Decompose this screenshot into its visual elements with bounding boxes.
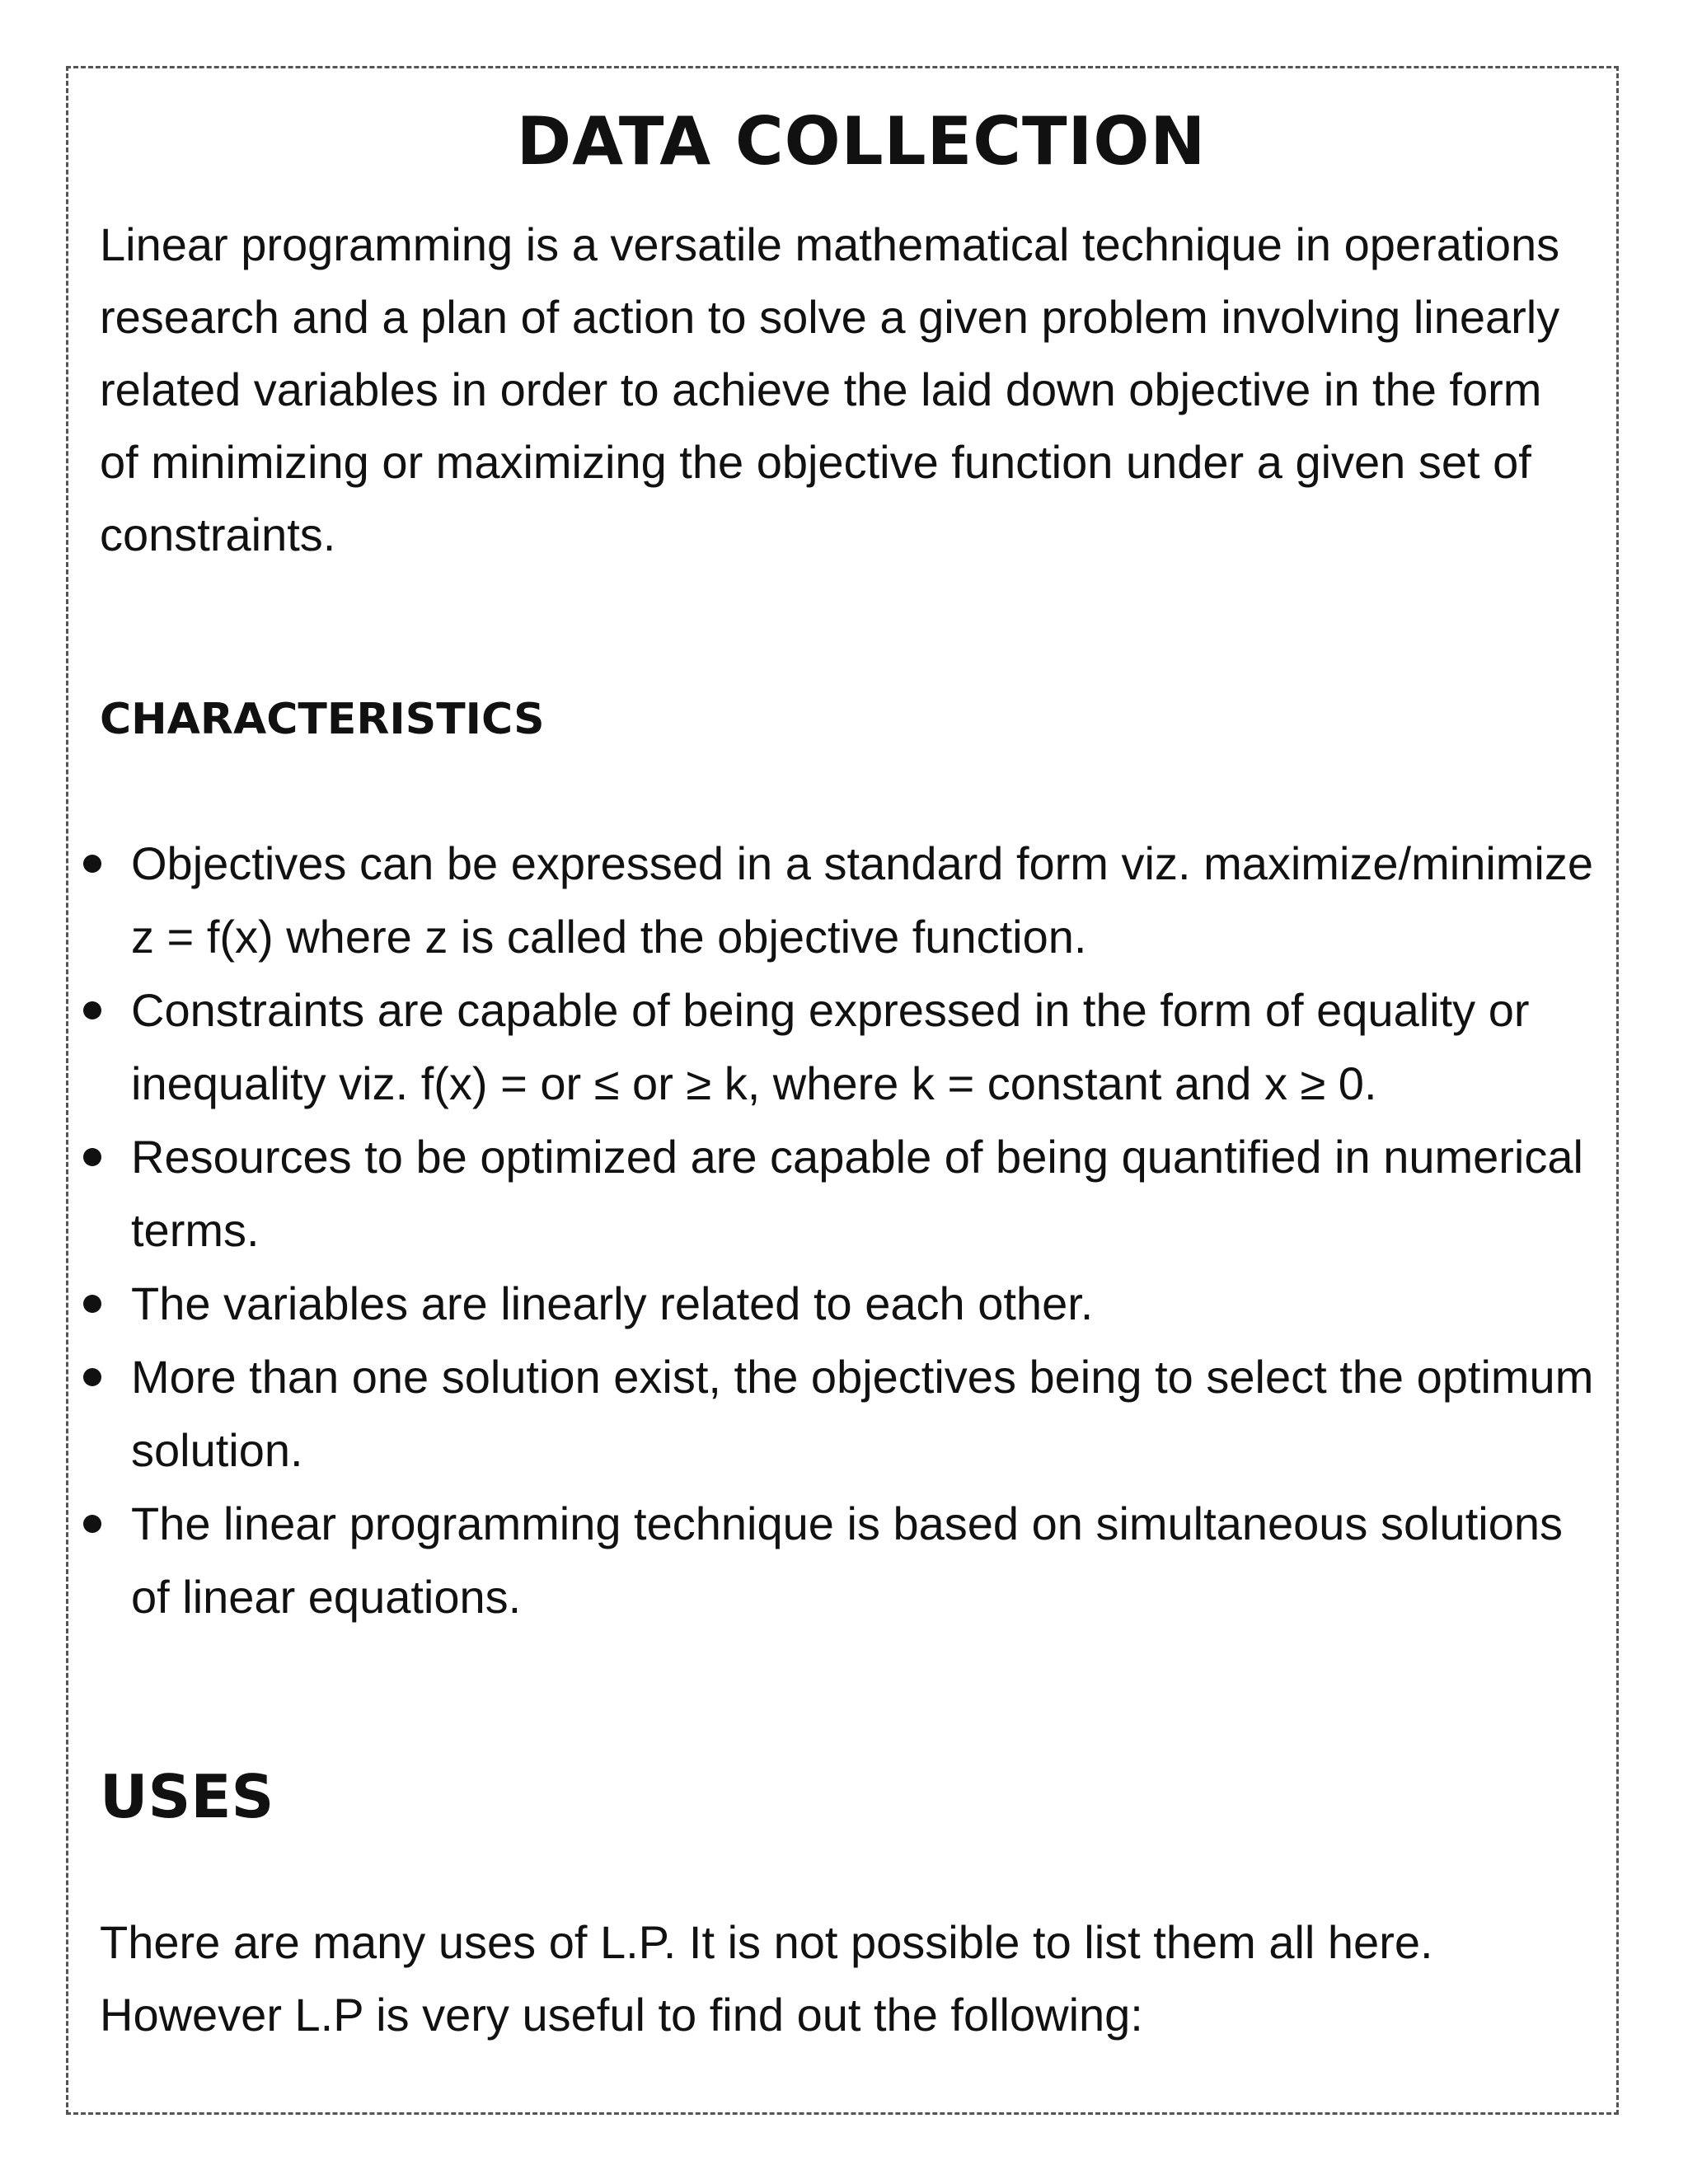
list-item-text: More than one solution exist, the objectives being to select the optimum solution. xyxy=(131,1351,1594,1476)
characteristics-heading: CHARACTERISTICS xyxy=(100,695,545,744)
characteristics-list xyxy=(68,827,1601,1633)
bullet-icon xyxy=(83,855,101,873)
bullet-icon xyxy=(83,1295,101,1313)
list-item xyxy=(68,827,1601,973)
list-item xyxy=(68,973,1601,1120)
list-item-text: The variables are linearly related to each other. xyxy=(131,1277,1094,1329)
uses-heading: USES xyxy=(100,1762,274,1831)
page-title: DATA COLLECTION xyxy=(516,103,1207,180)
list-item xyxy=(68,1267,1601,1340)
list-item xyxy=(68,1340,1601,1487)
page-border xyxy=(66,66,1619,2115)
list-item xyxy=(68,1120,1601,1267)
intro-paragraph: Linear programming is a versatile mathematical technique in operations research and a plan of action to solve a given problem involving linearly related variables in order to achieve the laid down objective in the form of minimizing or maximizing the objective function under a given set of constraints. xyxy=(100,218,1560,560)
uses-paragraph: There are many uses of L.P. It is not possible to list them all here. However L.P is very useful to find out the following: xyxy=(100,1916,1433,2041)
bullet-icon xyxy=(83,1368,101,1386)
list-item-text: Objectives can be expressed in a standard form viz. maximize/minimize z = f(x) where z is called the objective function. xyxy=(131,837,1594,963)
list-item-text: Constraints are capable of being expressed in the form of equality or inequality viz. f(x) = or ≤ or ≥ k, where k = constant and x ≥ 0. xyxy=(131,984,1530,1109)
bullet-icon xyxy=(83,1001,101,1019)
bullet-icon xyxy=(83,1515,101,1533)
list-item-text: The linear programming technique is based on simultaneous solutions of linear equations. xyxy=(131,1497,1563,1623)
list-item-text: Resources to be optimized are capable of being quantified in numerical terms. xyxy=(131,1131,1583,1256)
list-item xyxy=(68,1487,1601,1633)
bullet-icon xyxy=(83,1148,101,1166)
